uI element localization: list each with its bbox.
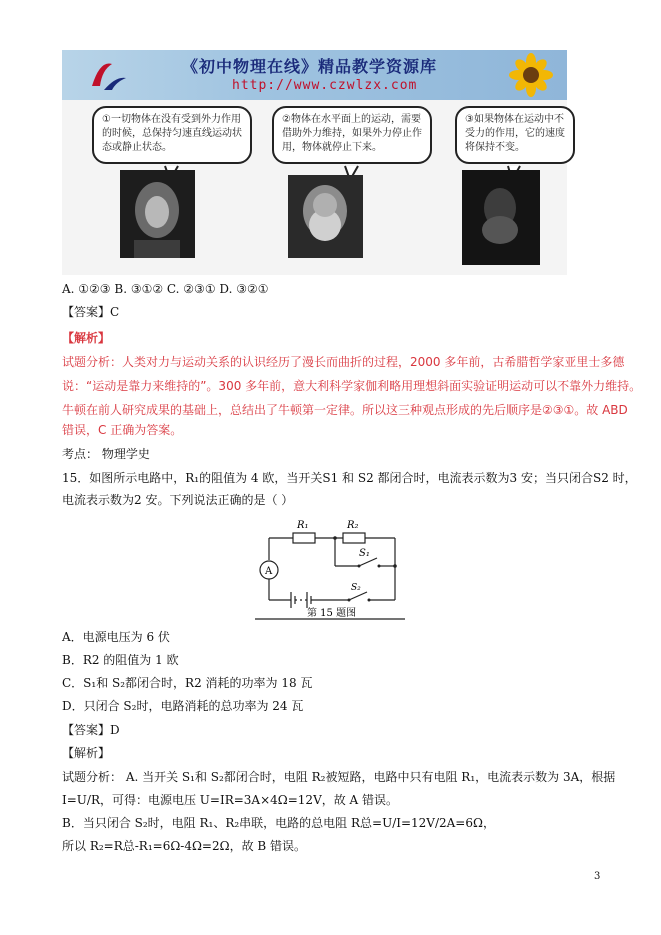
q14-analysis-label: 【解析】 bbox=[62, 331, 111, 345]
banner-title: 《初中物理在线》精品教学资源库 bbox=[182, 57, 438, 76]
ammeter-label: A bbox=[265, 566, 273, 577]
banner-url[interactable]: http://www.czwlzx.com bbox=[232, 78, 418, 93]
q15-analysis-label: 【解析】 bbox=[62, 746, 111, 760]
q14-analysis-line-1: 试题分析：人类对力与运动关系的认识经历了漫长而曲折的过程，2000 多年前，古希腊哲学家亚里士多德 bbox=[62, 355, 625, 369]
resistor-r2 bbox=[343, 533, 365, 543]
label-s2: S₂ bbox=[351, 583, 361, 593]
q15-option-c: C．S₁和 S₂都闭合时，R2 消耗的功率为 18 瓦 bbox=[62, 676, 313, 690]
q15-analysis-line-3: B．当只闭合 S₂时，电阻 R₁、R₂串联，电路的总电阻 R总=U/I=12V/2A=6Ω， bbox=[62, 816, 495, 830]
speech-bubble-1: ①一切物体在没有受到外力作用的时候，总保持匀速直线运动状态或静止状态。 bbox=[92, 106, 252, 164]
q14-analysis-line-4: 错误，C 正确为答案。 bbox=[62, 423, 183, 437]
q15-stem-line-1: 15．如图所示电路中，R₁的阻值为 4 欧，当开关S1 和 S2 都闭合时，电流表示数为3 安；当只闭合S2 时， bbox=[62, 471, 637, 485]
q15-option-d: D．只闭合 S₂时，电路消耗的总功率为 24 瓦 bbox=[62, 699, 304, 713]
q15-analysis-line-4: 所以 R₂=R总-R₁=6Ω-4Ω=2Ω，故 B 错误。 bbox=[62, 839, 307, 853]
header-banner bbox=[62, 50, 567, 100]
q15-answer: 【答案】D bbox=[62, 723, 120, 737]
speech-bubble-2: ②物体在水平面上的运动，需要借助外力维持，如果外力停止作用，物体就停止下来。 bbox=[272, 106, 432, 164]
figure-caption: 第 15 题图 bbox=[307, 608, 357, 619]
portrait-galileo bbox=[462, 170, 540, 265]
q14-options: A. ①②③ B. ③①② C. ②③① D. ③②① bbox=[62, 282, 269, 296]
circuit-diagram bbox=[255, 512, 405, 622]
q14-topic: 考点： 物理学史 bbox=[62, 447, 150, 461]
label-r1: R₁ bbox=[297, 520, 309, 531]
q15-analysis-line-1: 试题分析： A. 当开关 S₁和 S₂都闭合时，电阻 R₂被短路，电路中只有电阻 R₁，电流表示数为 3A，根据 bbox=[62, 770, 616, 784]
resistor-r1 bbox=[293, 533, 315, 543]
q15-analysis-line-2: I=U/R，可得：电源电压 U=IR=3A×4Ω=12V，故 A 错误。 bbox=[62, 793, 399, 807]
q15-option-a: A．电源电压为 6 伏 bbox=[62, 630, 170, 644]
portrait-aristotle bbox=[288, 175, 363, 258]
site-logo-icon bbox=[86, 56, 130, 94]
sunflower-icon bbox=[501, 52, 561, 98]
label-r2: R₂ bbox=[347, 520, 359, 531]
label-s1: S₁ bbox=[359, 548, 370, 559]
q14-answer: 【答案】C bbox=[62, 305, 120, 319]
portrait-newton bbox=[120, 170, 195, 258]
q14-analysis-line-2: 说：“运动是靠力来维持的”。300 多年前，意大利科学家伽利略用理想斜面实验证明运动可以不靠外力维持。 bbox=[62, 379, 642, 393]
q15-option-b: B．R2 的阻值为 1 欧 bbox=[62, 653, 179, 667]
speech-bubble-3: ③如果物体在运动中不受力的作用，它的速度将保持不变。 bbox=[455, 106, 575, 164]
q15-stem-line-2: 电流表示数为2 安。下列说法正确的是（ ） bbox=[62, 493, 294, 507]
q14-analysis-line-3: 牛顿在前人研究成果的基础上，总结出了牛顿第一定律。所以这三种观点形成的先后顺序是②③①。故 ABD bbox=[62, 403, 628, 417]
page-number: 3 bbox=[594, 871, 601, 882]
